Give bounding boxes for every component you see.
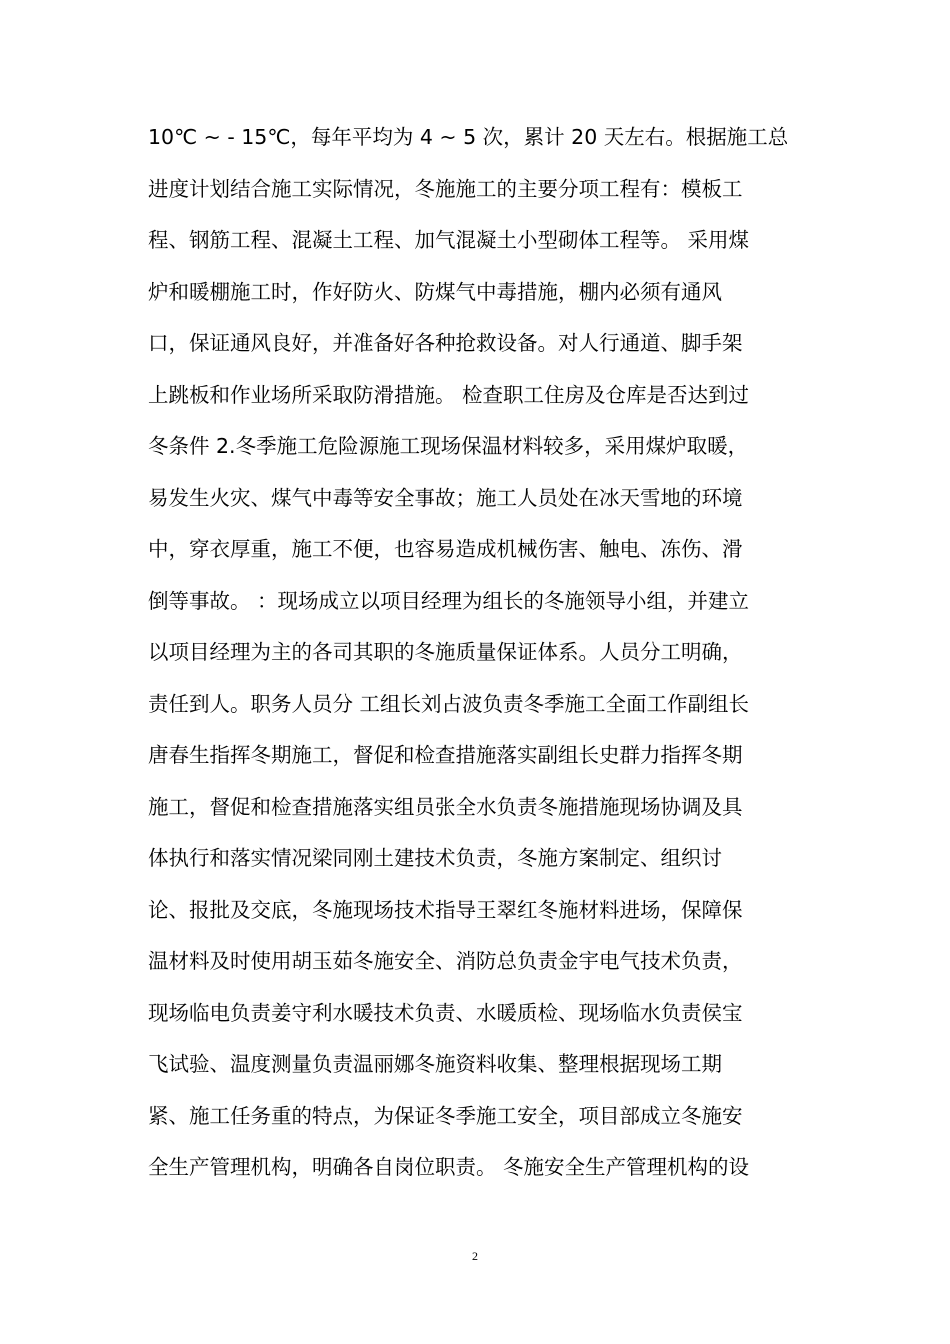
text-line: 进度计划结合施工实际情况，冬施施工的主要分项工程有：模板工 <box>148 176 743 201</box>
text-line: 全生产管理机构，明确各自岗位职责。 冬施安全生产管理机构的设 <box>148 1155 750 1179</box>
text-line: 温材料及时使用胡玉茹冬施安全、消防总负责金宇电气技术负责， <box>148 949 743 973</box>
text-line: 炉和暖棚施工时，作好防火、防煤气中毒措施，棚内必须有通风 <box>148 279 722 304</box>
text-line: 冬条件 2.冬季施工危险源施工现场保温材料较多，采用煤炉取暖， <box>148 434 749 458</box>
text-line: 体执行和落实情况梁同刚土建技术负责，冬施方案制定、组织讨 <box>148 846 722 870</box>
text-line: 唐春生指挥冬期施工，督促和检查措施落实副组长史群力指挥冬期 <box>148 743 743 767</box>
text-line: 倒等事故。 ：现场成立以项目经理为组长的冬施领导小组，并建立 <box>148 588 750 613</box>
text-line: 紧、施工任务重的特点，为保证冬季施工安全，项目部成立冬施安 <box>148 1103 743 1128</box>
text-line: 以项目经理为主的各司其职的冬施质量保证体系。人员分工明确， <box>148 640 743 664</box>
text-line: 易发生火灾、煤气中毒等安全事故；施工人员处在冰天雪地的环境 <box>148 485 743 510</box>
text-line: 施工，督促和检查措施落实组员张全水负责冬施措施现场协调及具 <box>148 794 743 819</box>
text-line: 责任到人。职务人员分 工组长刘占波负责冬季施工全面工作副组长 <box>148 691 750 716</box>
body-text <box>148 116 808 1198</box>
text-line: 口，保证通风良好，并准备好各种抢救设备。对人行通道、脚手架 <box>148 331 743 355</box>
text-line: 中，穿衣厚重，施工不便，也容易造成机械伤害、触电、冻伤、滑 <box>148 537 743 561</box>
page-number: 2 <box>472 1249 478 1263</box>
text-line: 程、钢筋工程、混凝土工程、加气混凝土小型砌体工程等。 采用煤 <box>148 228 750 252</box>
text-line: 上跳板和作业场所采取防滑措施。 检查职工住房及仓库是否达到过 <box>148 382 750 407</box>
text-line: 论、报批及交底，冬施现场技术指导王翠红冬施材料进场，保障保 <box>148 897 743 922</box>
text-line: 飞试验、温度测量负责温丽娜冬施资料收集、整理根据现场工期 <box>148 1052 722 1076</box>
text-line: 10℃ ~ - 15℃，每年平均为 4 ~ 5 次，累计 20 天左右。根据施工总 <box>148 125 789 149</box>
text-line: 现场临电负责姜守利水暖技术负责、水暖质检、现场临水负责侯宝 <box>148 1000 743 1025</box>
